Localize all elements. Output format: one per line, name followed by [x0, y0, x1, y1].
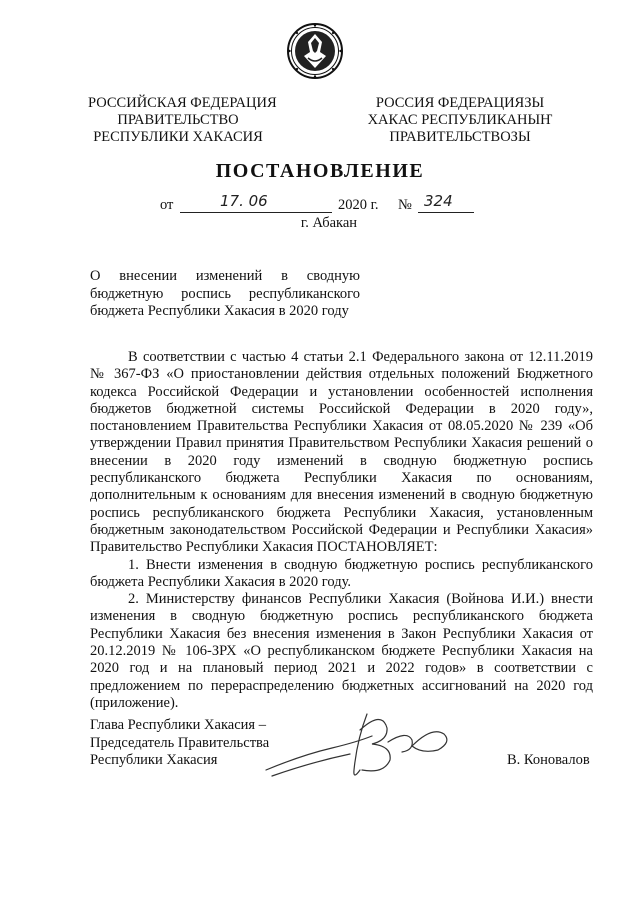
header-left-line-1: РОССИЙСКАЯ ФЕДЕРАЦИЯ [88, 95, 277, 111]
signatory-position-line-2: Председатель Правительства [90, 734, 270, 751]
item-2-paragraph: 2. Министерству финансов Республики Хакасия (Войнова И.И.) внести изменения в сводную бюджетную роспись республиканского бюджета Республики Хакасия без внесения изменения в Закон Республики Хакасия от 20.12.2019 № 106-ЗРХ «О республиканском бюджете Республики Хакасия на 2020 год и на плановый период 2021 и 2022 годов» в соответствии с предложением по перераспределению бюджетных ассигнований на 2020 год (приложение). [90, 591, 593, 711]
signatory-name: В. Коновалов [507, 752, 590, 768]
city: г. Абакан [300, 215, 358, 231]
header-right-line-1: РОССИЯ ФЕДЕРАЦИЯЗЫ [375, 95, 545, 111]
subject-line-1: О внесении изменений в сводную [90, 268, 360, 284]
header-right-line-3: ПРАВИТЕЛЬСТВОЗЫ [389, 129, 531, 145]
header-right [365, 95, 555, 146]
from-label: от [160, 197, 174, 213]
subject-line-2: бюджетную роспись республиканского [90, 285, 360, 302]
number-underline [418, 212, 474, 213]
date-number-line [0, 192, 640, 217]
header-left-line-2: ПРАВИТЕЛЬСТВО [117, 112, 239, 128]
document-title: ПОСТАНОВЛЕНИЕ [215, 160, 425, 182]
coat-of-arms-icon [286, 22, 344, 80]
subject-block [90, 268, 360, 321]
signatory-position [90, 717, 269, 770]
signatory-position-line-3: Республики Хакасия [90, 752, 218, 768]
document-body [90, 349, 593, 712]
subject-line-3: бюджета Республики Хакасия в 2020 году [90, 303, 349, 319]
header-right-line-2: ХАКАС РЕСПУБЛИКАНЫҤ [367, 112, 553, 128]
preamble-paragraph: В соответствии с частью 4 статьи 2.1 Федерального закона от 12.11.2019 № 367-ФЗ «О приостановлении действия отдельных положений Бюджетного кодекса Российской Федерации и установлении особенностей исполнения бюджетов бюджетной системы Российской Федерации в 2020 году», постановлением Правительства Республики Хакасия от 08.05.2020 № 239 «Об утверждении Правил принятия Правительством Республики Хакасия решений о внесении в 2020 году изменений в сводную бюджетную роспись республиканского бюджета Республики Хакасия по основаниям, дополнительным к основаниям для внесения изменений в сводную бюджетную роспись республиканского бюджета Республики Хакасия, установленным бюджетным законодательством Российской Федерации и Республики Хакасия» Правительство Республики Хакасия ПОСТАНОВЛЯЕТ: [90, 349, 593, 556]
number-handwritten: 324 [424, 192, 453, 210]
signatory-position-line-1: Глава Республики Хакасия – [90, 717, 266, 733]
year-label: 2020 г. [338, 197, 379, 213]
header-left-line-3: РЕСПУБЛИКИ ХАКАСИЯ [93, 129, 263, 145]
date-handwritten: 17. 06 [220, 192, 268, 210]
handwritten-signature-icon [262, 700, 462, 785]
item-1-paragraph: 1. Внести изменения в сводную бюджетную роспись республиканского бюджета Республики Хакасия в 2020 году. [90, 556, 593, 590]
header-left [88, 95, 277, 146]
number-label: № [398, 197, 412, 213]
date-underline [180, 212, 332, 213]
